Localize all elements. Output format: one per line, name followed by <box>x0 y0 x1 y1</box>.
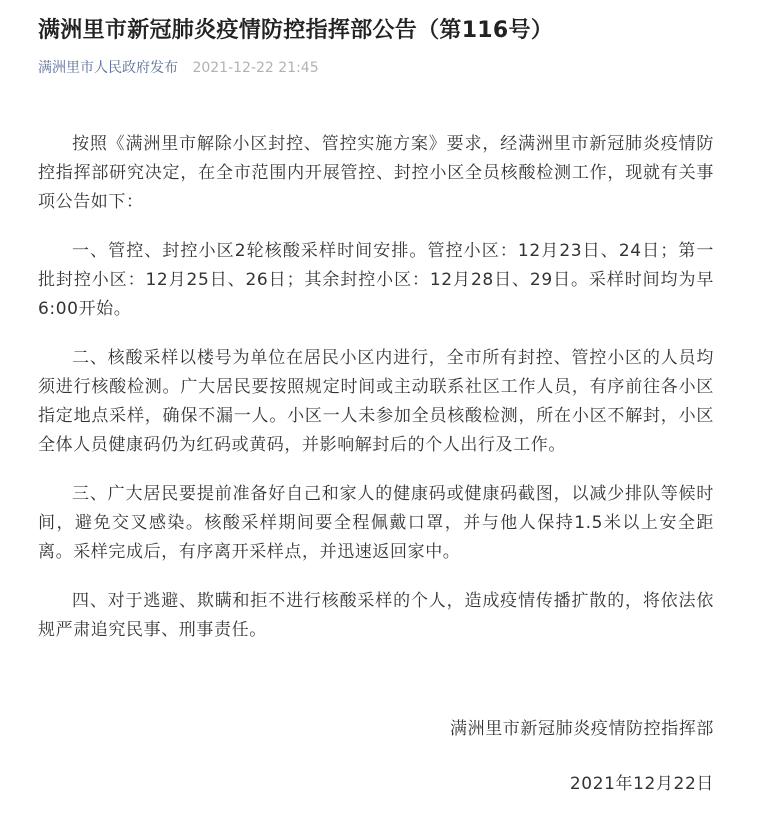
signature-date: 2021年12月22日 <box>569 774 714 794</box>
source-link[interactable]: 满洲里市人民政府发布 <box>38 60 178 76</box>
publish-time: 2021-12-22 21:45 <box>192 60 319 76</box>
paragraph-intro: 按照《满洲里市解除小区封控、管控实施方案》要求，经满洲里市新冠肺炎疫情防控指挥部研究决定，在全市范围内开展管控、封控小区全员核酸检测工作，现就有关事项公告如下： <box>38 134 714 212</box>
paragraph-3: 三、广大居民要提前准备好自己和家人的健康码或健康码截图，以减少排队等候时间，避免交叉感染。核酸采样期间要全程佩戴口罩，并与他人保持1.5米以上安全距离。采样完成后，有序离开采样点，并迅速返回家中。 <box>38 484 714 562</box>
signature: 满洲里市新冠肺炎疫情防控指挥部 <box>450 719 714 739</box>
paragraph-1: 一、管控、封控小区2轮核酸采样时间安排。管控小区：12月23日、24日；第一批封控小区：12月25日、26日；其余封控小区：12月28日、29日。采样时间均为早6:00开始。 <box>38 241 714 319</box>
paragraph-4: 四、对于逃避、欺瞒和拒不进行核酸采样的个人，造成疫情传播扩散的，将依法依规严肃追究民事、刑事责任。 <box>38 591 714 640</box>
article-title: 满洲里市新冠肺炎疫情防控指挥部公告（第116号） <box>38 18 554 43</box>
article-body <box>38 130 714 799</box>
article-meta <box>38 58 714 78</box>
paragraph-2: 二、核酸采样以楼号为单位在居民小区内进行，全市所有封控、管控小区的人员均须进行核酸检测。广大居民要按照规定时间或主动联系社区工作人员，有序前往各小区指定地点采样，确保不漏一人。小区一人未参加全员核酸检测，所在小区不解封，小区全体人员健康码仍为红码或黄码，并影响解封后的个人出行及工作。 <box>38 348 714 455</box>
